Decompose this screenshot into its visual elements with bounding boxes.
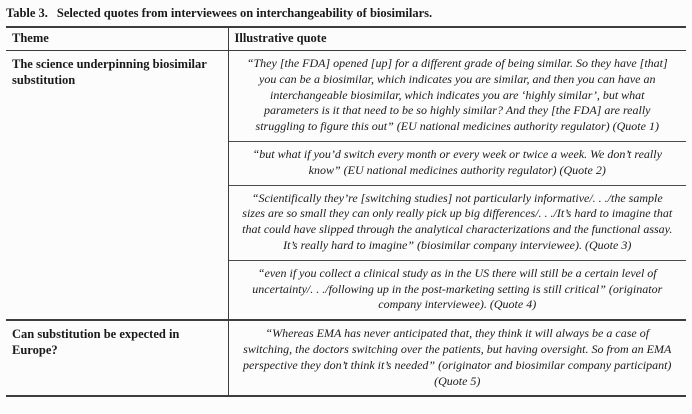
table-row (6, 51, 686, 142)
column-header-theme: Theme (6, 27, 228, 51)
header-row (6, 27, 686, 51)
theme-cell-science-underpinning: The science underpinning biosimilar substitution (12, 57, 207, 87)
table-body (6, 51, 686, 397)
quote-cell-4: “even if you collect a clinical study as in the US there will still be a certain level of uncertainty/. . ./following up in the post-marketing setting is still critical” (originator company interviewee). (Quote 4) (228, 260, 686, 320)
table-row (6, 320, 686, 396)
theme-cell-substitution-europe: Can substitution be expected in Europe? (6, 320, 228, 396)
quote-cell-1: “They [the FDA] opened [up] for a different grade of being similar. So they have [that] you can be a biosimilar, which indicates you are similar, and then you can have an interchangeable biosimilar, which indicates you are ‘highly similar’, but what parameters is it that need to be so highly similar? And they [the FDA] are really struggling to figure this out” (EU national medicines authority regulator) (Quote 1) (228, 51, 686, 142)
table-caption-text: Selected quotes from interviewees on interchangeability of biosimilars. (56, 6, 433, 20)
table-header (6, 27, 686, 51)
quote-cell-3: “Scientifically they’re [switching studies] not particularly informative/. . ./the sample sizes are so small they can only really pick up big differences/. . ./It’s hard to imagine that that could have slipped through the analytical characterizations and the functional assay. It’s really hard to imagine” (biosimilar company interviewee). (Quote 3) (228, 185, 686, 260)
table-caption-label: Table 3. (6, 6, 48, 20)
table-caption (6, 4, 686, 26)
quote-cell-5: “Whereas EMA has never anticipated that, they think it will always be a case of switching, the doctors switching over the patients, but having oversight. So from an EMA perspective they don’t think it’s needed” (originator and biosimilar company participant) (Quote 5) (228, 320, 686, 396)
quotes-table (6, 26, 686, 397)
column-header-illustrative-quote: Illustrative quote (228, 27, 686, 51)
quote-cell-2: “but what if you’d switch every month or every week or twice a week. We don’t really know” (EU national medicines authority regulator) (Quote 2) (228, 141, 686, 185)
